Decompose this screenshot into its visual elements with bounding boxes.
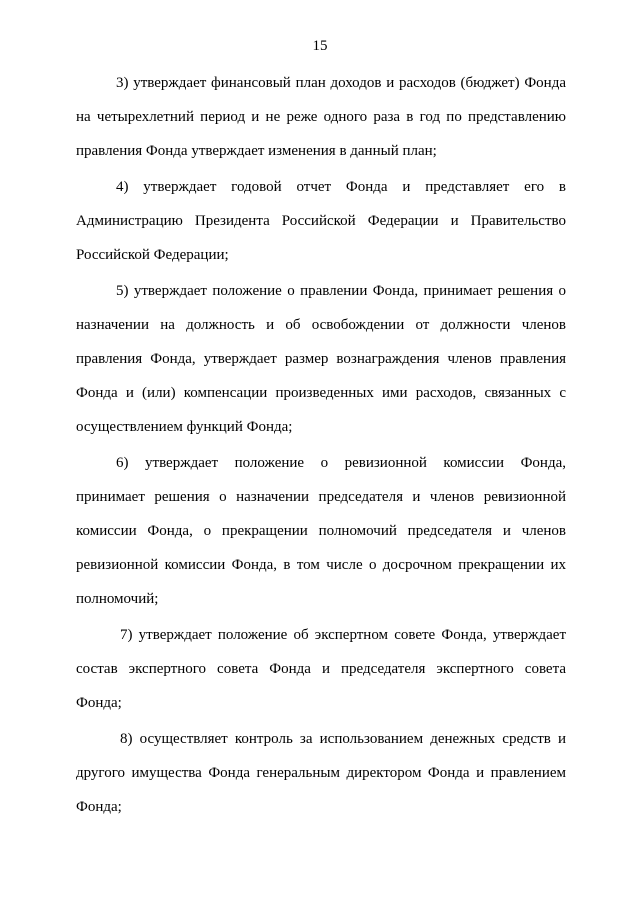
paragraph-1-line-1: 3) утверждает финансовый план доходов и расходов (бюджет) Фонда	[116, 75, 566, 91]
paragraph-4-line-2: принимает решения о назначении председателя и членов ревизионной	[76, 489, 566, 505]
paragraph-6-line-1: 8) осуществляет контроль за использованием денежных средств и	[120, 731, 566, 747]
paragraph-3-line-3: правления Фонда, утверждает размер вознаграждения членов правления	[76, 351, 566, 367]
paragraph-3-line-5: осуществлением функций Фонда;	[76, 419, 293, 435]
paragraph-4-line-1: 6) утверждает положение о ревизионной комиссии Фонда,	[116, 455, 566, 471]
paragraph-3-line-1: 5) утверждает положение о правлении Фонда, принимает решения о	[116, 283, 566, 299]
paragraph-4-line-3: комиссии Фонда, о прекращении полномочий председателя и членов	[76, 523, 566, 539]
paragraph-5-line-1: 7) утверждает положение об экспертном совете Фонда, утверждает	[120, 627, 566, 643]
paragraph-3-line-4: Фонда и (или) компенсации произведенных ими расходов, связанных с	[76, 385, 566, 401]
paragraph-4-line-4: ревизионной комиссии Фонда, в том числе о досрочном прекращении их	[76, 557, 566, 573]
page-number: 15	[312, 38, 328, 54]
paragraph-2-line-2: Администрацию Президента Российской Федерации и Правительство	[76, 213, 566, 229]
paragraph-5-line-3: Фонда;	[76, 695, 122, 711]
paragraph-2-line-3: Российской Федерации;	[76, 247, 229, 263]
paragraph-1-line-3: правления Фонда утверждает изменения в данный план;	[76, 143, 437, 159]
paragraph-6-line-2: другого имущества Фонда генеральным директором Фонда и правлением	[76, 765, 566, 781]
paragraph-6-line-3: Фонда;	[76, 799, 122, 815]
paragraph-1-line-2: на четырехлетний период и не реже одного раза в год по представлению	[76, 109, 566, 125]
paragraph-5-line-2: состав экспертного совета Фонда и председателя экспертного совета	[76, 661, 566, 677]
paragraph-3-line-2: назначении на должность и об освобождении от должности членов	[76, 317, 566, 333]
paragraph-4-line-5: полномочий;	[76, 591, 159, 607]
paragraph-2-line-1: 4) утверждает годовой отчет Фонда и представляет его в	[116, 179, 566, 195]
